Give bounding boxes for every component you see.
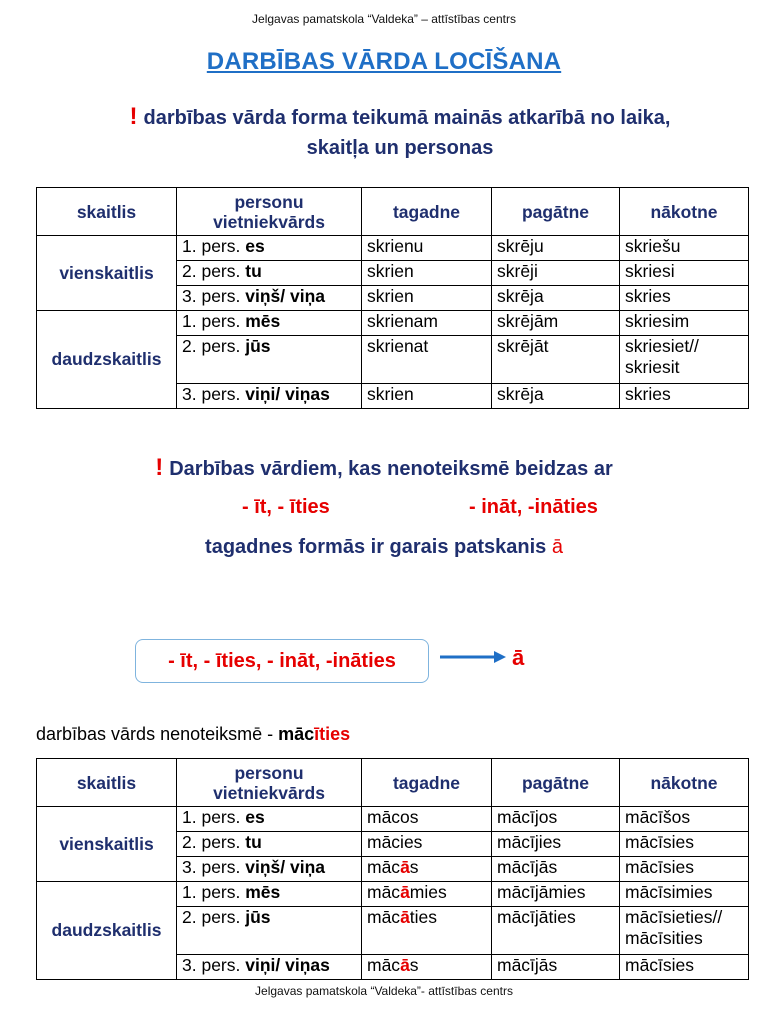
past-cell: skrējāt xyxy=(492,336,620,384)
person-cell: 1. pers. mēs xyxy=(177,311,362,336)
header-number: skaitlis xyxy=(37,759,177,807)
past-cell: skrējām xyxy=(492,311,620,336)
past-cell: skrēja xyxy=(492,286,620,311)
person-cell: 1. pers. es xyxy=(177,236,362,261)
present-cell: skrien xyxy=(362,261,492,286)
conjugation-table-skriet xyxy=(36,187,749,409)
present-cell: mācos xyxy=(362,807,492,832)
present-cell: mācāmies xyxy=(362,882,492,907)
person-cell: 2. pers. jūs xyxy=(177,907,362,955)
group-plural: daudzskaitlis xyxy=(37,882,177,980)
future-cell: mācīsimies xyxy=(620,882,749,907)
person-cell: 2. pers. tu xyxy=(177,261,362,286)
header-past: pagātne xyxy=(492,188,620,236)
result-vowel: ā xyxy=(512,645,525,670)
present-cell: skrien xyxy=(362,286,492,311)
future-cell: skries xyxy=(620,384,749,409)
present-cell: mācies xyxy=(362,832,492,857)
group-singular: vienskaitlis xyxy=(37,807,177,882)
person-cell: 1. pers. es xyxy=(177,807,362,832)
past-cell: skrēju xyxy=(492,236,620,261)
rule-heading: ! Darbības vārdiem, kas nenoteiksmē beidzas ar xyxy=(155,454,613,481)
person-cell: 3. pers. viņi/ viņas xyxy=(177,384,362,409)
future-cell: mācīsieties// mācīsities xyxy=(620,907,749,955)
group-singular: vienskaitlis xyxy=(37,236,177,311)
person-cell: 3. pers. viņš/ viņa xyxy=(177,857,362,882)
present-cell: skrienu xyxy=(362,236,492,261)
past-cell: mācījās xyxy=(492,857,620,882)
page-title: DARBĪBAS VĀRDA LOCĪŠANA xyxy=(206,48,562,75)
present-cell: mācās xyxy=(362,955,492,980)
note-line-1: darbības vārda forma teikumā mainās atkarībā no laika, xyxy=(143,107,671,129)
note-conjugation xyxy=(60,102,740,163)
exclamation-mark: ! xyxy=(155,454,164,481)
long-vowel: ā xyxy=(551,536,563,558)
suffix-inat: - ināt, -ināties xyxy=(469,496,598,518)
present-cell: skrienam xyxy=(362,311,492,336)
present-cell: mācās xyxy=(362,857,492,882)
future-cell: mācīsies xyxy=(620,857,749,882)
future-cell: mācīsies xyxy=(620,832,749,857)
past-cell: mācījāmies xyxy=(492,882,620,907)
past-cell: mācījies xyxy=(492,832,620,857)
example-label: darbības vārds nenoteiksmē - mācīties xyxy=(36,724,351,744)
example-word: mācīties xyxy=(278,724,351,744)
person-cell: 3. pers. viņš/ viņa xyxy=(177,286,362,311)
table-row xyxy=(37,882,749,907)
table-row xyxy=(37,807,749,832)
header-future: nākotne xyxy=(620,759,749,807)
exclamation-mark: ! xyxy=(129,103,138,130)
past-cell: skrēja xyxy=(492,384,620,409)
person-cell: 2. pers. jūs xyxy=(177,336,362,384)
table-header-row xyxy=(37,188,749,236)
header-past: pagātne xyxy=(492,759,620,807)
right-arrow-icon xyxy=(438,649,508,665)
page-footer: Jelgavas pamatskola “Valdeka”- attīstības centrs xyxy=(255,984,513,998)
future-cell: mācīsies xyxy=(620,955,749,980)
header-future: nākotne xyxy=(620,188,749,236)
future-cell: skriesi xyxy=(620,261,749,286)
future-cell: skries xyxy=(620,286,749,311)
present-cell: mācāties xyxy=(362,907,492,955)
suffix-box: - īt, - īties, - ināt, -ināties xyxy=(135,639,429,683)
person-cell: 2. pers. tu xyxy=(177,832,362,857)
future-cell: skriesiet// skriesit xyxy=(620,336,749,384)
present-cell: skrien xyxy=(362,384,492,409)
header-number: skaitlis xyxy=(37,188,177,236)
rule-conclusion: tagadnes formās ir garais patskanis ā xyxy=(205,536,563,558)
person-cell: 1. pers. mēs xyxy=(177,882,362,907)
header-present: tagadne xyxy=(362,759,492,807)
table-row xyxy=(37,311,749,336)
table-header-row xyxy=(37,759,749,807)
present-cell: skrienat xyxy=(362,336,492,384)
page-header: Jelgavas pamatskola “Valdeka” – attīstības centrs xyxy=(252,12,516,26)
group-plural: daudzskaitlis xyxy=(37,311,177,409)
past-cell: mācījāties xyxy=(492,907,620,955)
future-cell: skriesim xyxy=(620,311,749,336)
past-cell: skrēji xyxy=(492,261,620,286)
header-pronoun: personu vietniekvārds xyxy=(177,759,362,807)
header-pronoun: personu vietniekvārds xyxy=(177,188,362,236)
person-cell: 3. pers. viņi/ viņas xyxy=(177,955,362,980)
note-line-2: skaitļa un personas xyxy=(306,137,494,159)
past-cell: mācījās xyxy=(492,955,620,980)
past-cell: mācījos xyxy=(492,807,620,832)
conjugation-table-macities xyxy=(36,758,749,980)
header-present: tagadne xyxy=(362,188,492,236)
table-row xyxy=(37,236,749,261)
suffix-it: - īt, - īties xyxy=(242,496,330,518)
future-cell: mācīšos xyxy=(620,807,749,832)
future-cell: skriešu xyxy=(620,236,749,261)
